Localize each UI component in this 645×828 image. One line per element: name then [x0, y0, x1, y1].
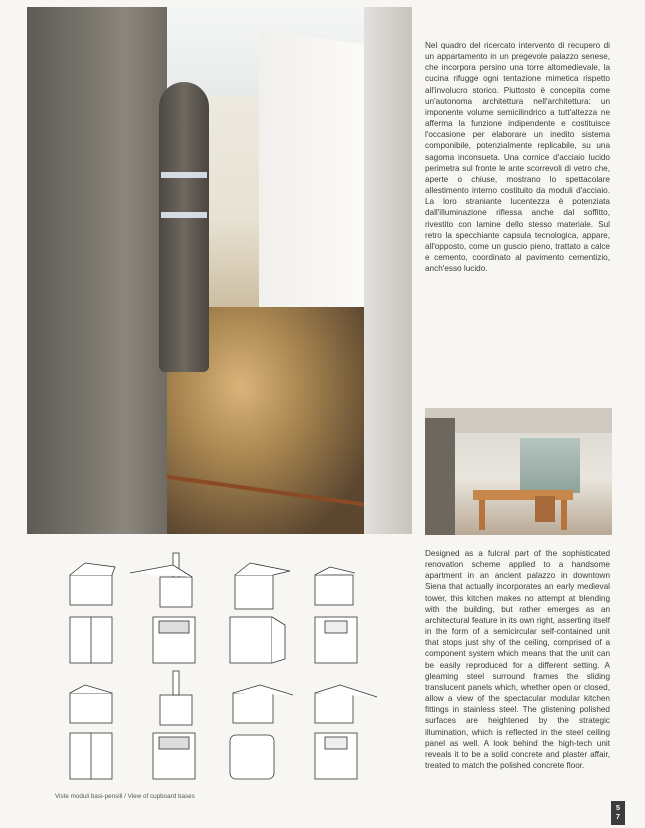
page-number-digit: 5 [615, 803, 621, 812]
photo-kitchen-column [159, 82, 209, 372]
module-row-2 [70, 617, 357, 663]
page-number-digit: 7 [615, 812, 621, 821]
photo-wall-edge [364, 7, 412, 534]
small-photo-wall [425, 418, 455, 535]
kitchen-modules-diagram [55, 545, 405, 785]
diagram-caption: Viste moduli basi-pensili / View of cupboard bases [55, 793, 195, 800]
module-row-4 [70, 733, 357, 779]
photo-light-strip [161, 212, 207, 218]
small-photo-chair [535, 496, 555, 522]
photo-light-strip [161, 172, 207, 178]
module-row-3 [70, 671, 377, 725]
small-photo-glass-unit [520, 438, 580, 493]
small-photo-table [473, 490, 573, 500]
page-number [611, 801, 625, 825]
english-text: Designed as a fulcral part of the sophisticated renovation scheme applied to a handsome apartment in an ancient palazzo in downtown Siena that actually incorporates an early medieval tower, this kitchen makes no attempt at blending with the building, but rather emerges as an architectural feature in its own right, asserting itself in the form of a semicircular self-contained unit that stops just shy of the ceiling, comprised of a component system which means that the unit can be easily reproduced for a different setting. A gleaming steel surround frames the sliding translucent panels which, whether open or closed, allow a view of the spectacular modular kitchen fittings in stainless steel. The glistening polished surfaces are heightened by the strategic illumination, which is reflected in the steel ceiling panel as well. A look behind the high-tech unit reveals it to be a solid concrete and plaster affair, treated to match the polished concrete floor. [425, 549, 610, 770]
small-photo-dining [425, 408, 612, 535]
module-row-1 [70, 553, 355, 609]
italian-text: Nel quadro del ricercato intervento di recupero di un appartamento in un pregevole palazzo senese, che incorpora persino una torre altomedievale, la cucina rifugge ogni tentazione mimetica rispetto all'involucro storico. Piuttosto è concepita come un'autonoma architettura nell'architettura: un imponente volume semicilindrico a tutt'altezza ne afferma la funzione indipendente e costituisce l'occasione per elaborare un inedito sistema componibile, potenzialmente replicabile, su una sagoma inconsueta. Una cornice d'acciaio lucido perimetra sul fronte le ante scorrevoli di vetro che, aperte o chiuse, mostrano lo spettacolare allestimento interno costituito da moduli d'acciaio. La loro straniante lucentezza è potenziata dall'illuminazione riflessa anche dal soffitto, rivestito con lamine dello stesso materiale. Sul retro la specchiante capsula tecnologica, appare, all'opposto, come un guscio pieno, trattato a calce e cemento, coordinato al pavimento cementizio, anch'esso lucido. [425, 41, 610, 274]
small-photo-table-leg [561, 500, 567, 530]
photo-wall-left [27, 7, 167, 534]
main-photo-corridor [27, 7, 412, 534]
small-photo-table-leg [479, 500, 485, 530]
